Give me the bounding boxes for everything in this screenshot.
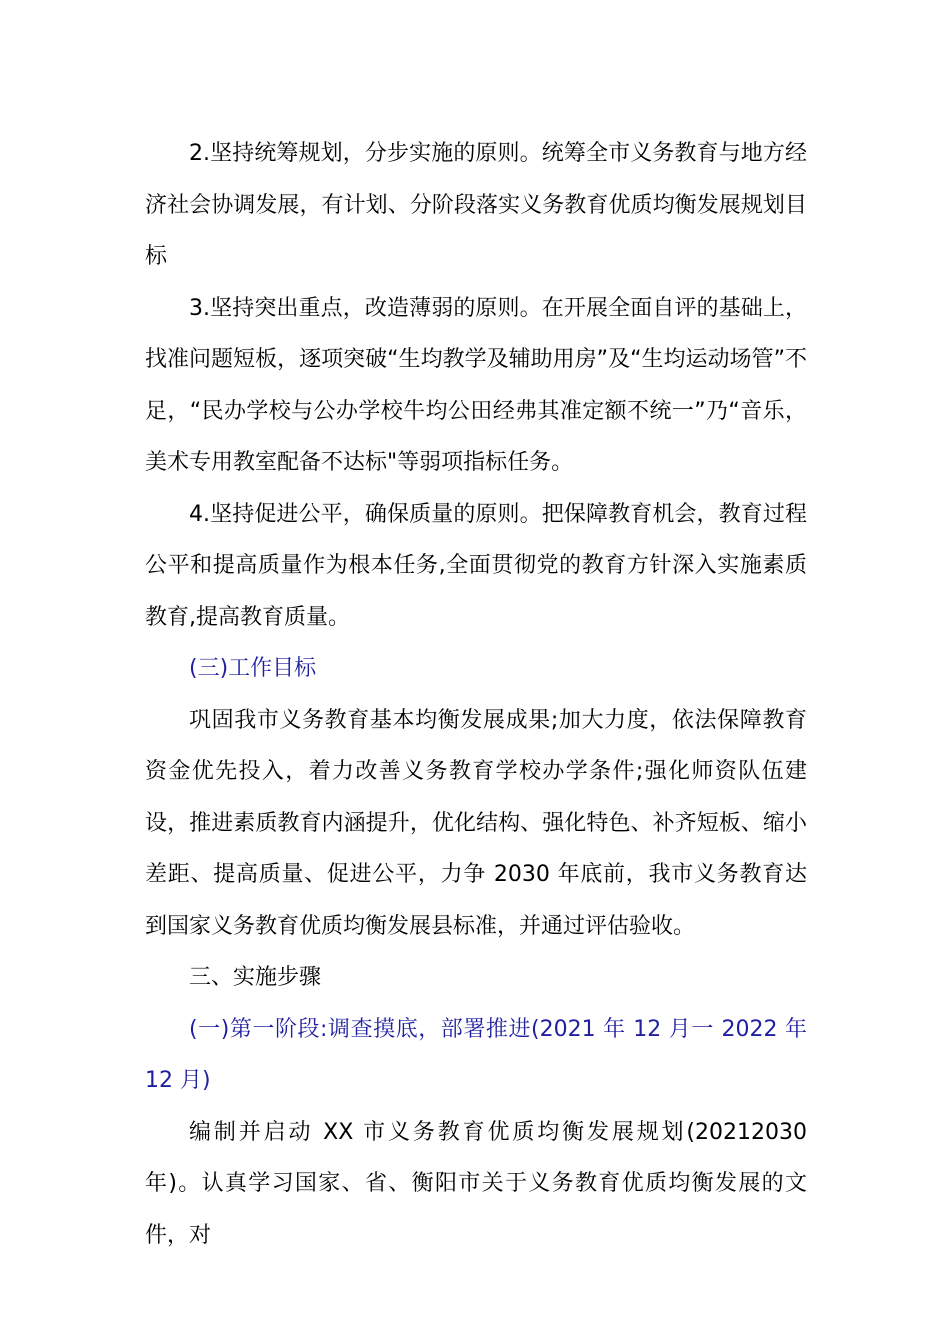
paragraph-principle-3: 3.坚持突出重点，改造薄弱的原则。在开展全面自评的基础上，找准问题短板，逐项突破“生均教学及辅助用房”及“生均运动场管”不足，“民办学校与公办学校牛均公田经弗其准定额不统一”乃“音乐，美术专用教室配备不达标"等弱项指标任务。 [145, 295, 807, 475]
document-body [145, 128, 807, 1261]
section-heading-work-goals: (三)工作目标 [189, 656, 317, 681]
paragraph-principle-4: 4.坚持促进公平，确保质量的原则。把保障教育机会，教育过程公平和提高质量作为根本任务,全面贯彻党的教育方针深入实施素质教育,提高教育质量。 [145, 501, 807, 630]
paragraph-work-goals: 巩固我市义务教育基本均衡发展成果;加大力度，依法保障教育资金优先投入，着力改善义务教育学校办学条件;强化师资队伍建设，推进素质教育内涵提升，优化结构、强化特色、补齐短板、缩小差距、提高质量、促进公平，力争 2030 年底前，我市义务教育达到国家义务教育优质均衡发展县标准，并通过评估验收。 [145, 707, 807, 939]
section-heading-implementation-steps: 三、实施步骤 [189, 965, 322, 990]
section-heading-phase-one: (一)第一阶段:调查摸底，部署推进(2021 年 12 月一 2022 年12 月) [145, 1016, 807, 1093]
paragraph-principle-2: 2.坚持统筹规划，分步实施的原则。统筹全市义务教育与地方经济社会协调发展，有计划、分阶段落实义务教育优质均衡发展规划目标 [145, 141, 807, 269]
paragraph-phase-one: 编制并启动 XX 市义务教育优质均衡发展规划(20212030 年)。认真学习国家、省、衡阳市关于义务教育优质均衡发展的文件，对 [145, 1119, 807, 1248]
